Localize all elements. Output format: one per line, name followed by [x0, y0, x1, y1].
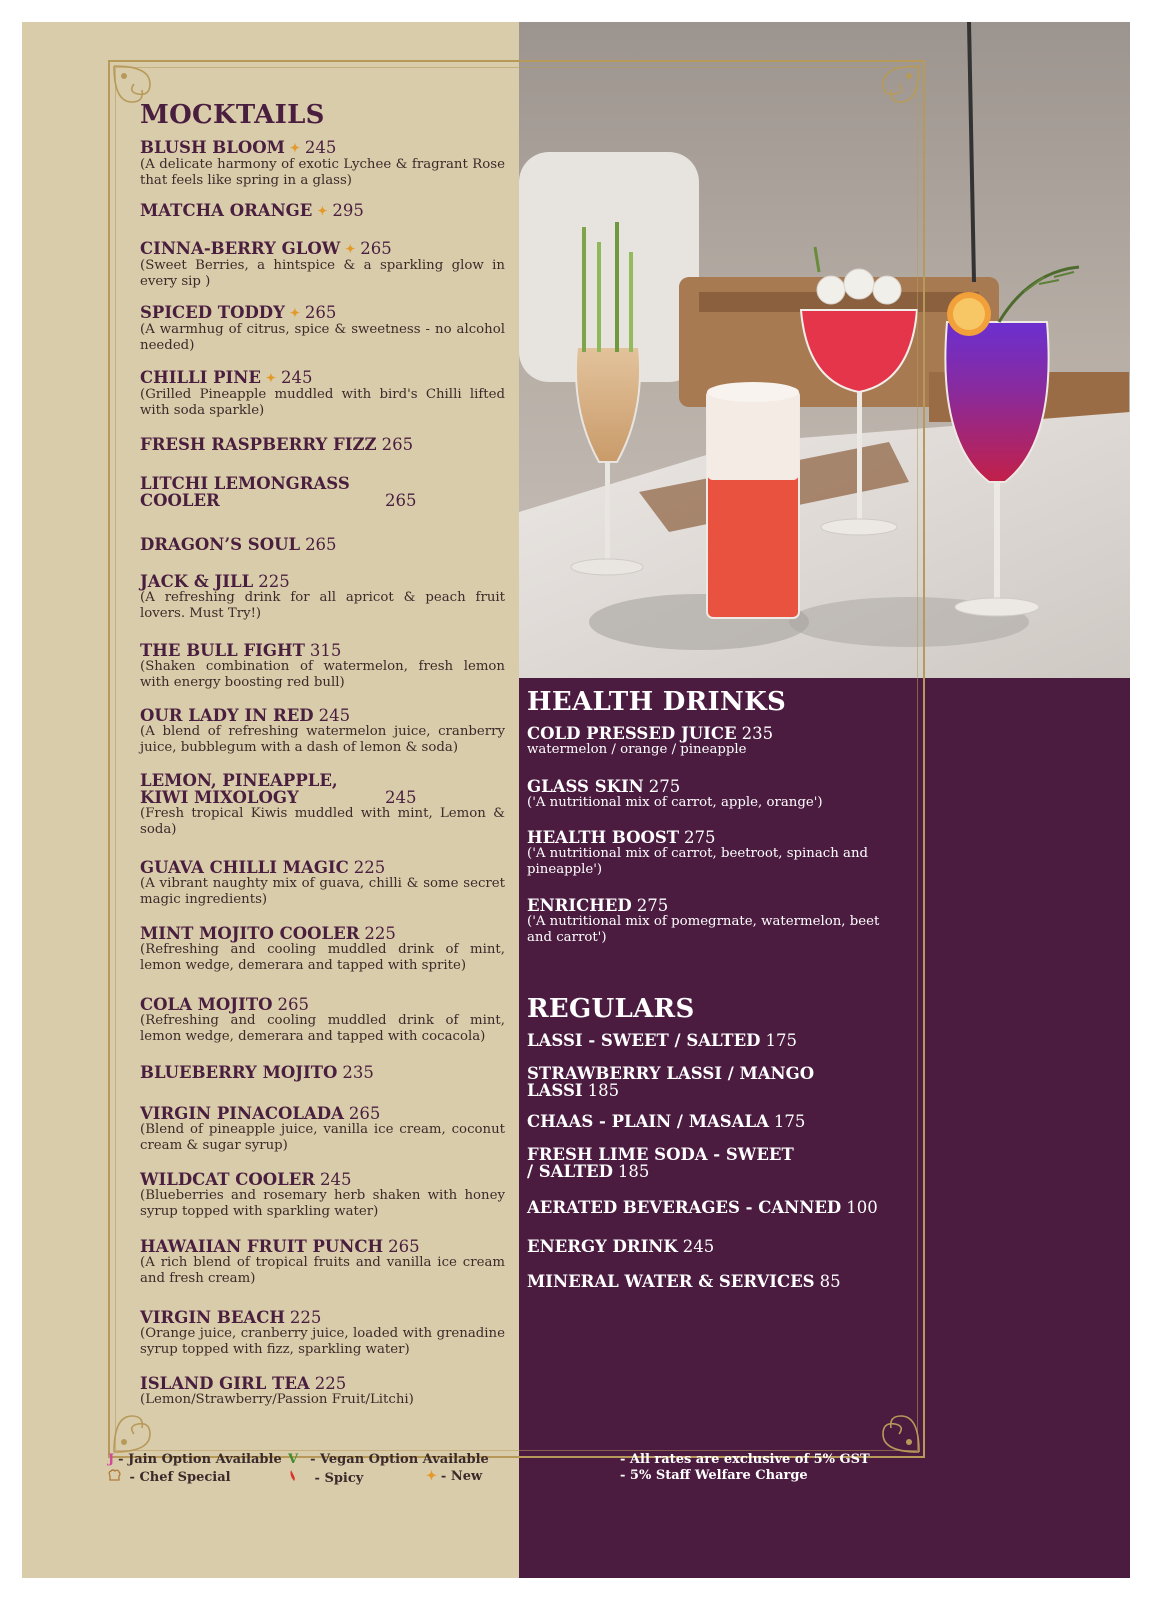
new-star-icon: ✦	[289, 141, 300, 155]
health-drink-description: watermelon / orange / pineapple	[527, 742, 747, 757]
mocktail-item	[140, 436, 505, 453]
legend-chef	[108, 1469, 231, 1485]
regular-price: 100	[846, 1198, 878, 1217]
regular-price: 175	[765, 1031, 797, 1050]
mocktail-item	[140, 240, 505, 289]
mocktail-price: 245	[280, 368, 313, 387]
mocktail-name	[140, 1171, 505, 1188]
regular-price: 245	[682, 1237, 715, 1256]
mocktail-name-text: VIRGIN PINACOLADA	[140, 1104, 344, 1123]
mocktail-name	[140, 436, 505, 453]
health-drink-item	[527, 778, 887, 811]
regular-name-text: ENERGY DRINK	[527, 1237, 678, 1256]
regular-price: 175	[773, 1112, 806, 1131]
regular-price: 185	[587, 1081, 620, 1100]
regular-price: 185	[617, 1162, 650, 1181]
regular-item	[527, 1146, 887, 1180]
regular-item	[527, 1032, 887, 1049]
ornament-top-right-icon	[853, 62, 923, 132]
chef-hat-icon	[108, 1470, 126, 1485]
new-star-icon: ✦	[265, 371, 276, 385]
rate-notes	[620, 1452, 870, 1484]
mocktail-description: (Shaken combination of watermelon, fresh lemon with energy boosting red bull)	[140, 659, 505, 690]
health-drink-description: ('A nutritional mix of carrot, apple, orange')	[527, 795, 823, 810]
mocktail-name-text: MINT MOJITO COOLER	[140, 924, 360, 943]
health-drink-name	[527, 897, 887, 914]
health-drink-price: 275	[636, 896, 669, 915]
new-star-icon: ✦	[345, 242, 356, 256]
mocktail-item	[140, 925, 505, 973]
regular-name	[527, 1199, 887, 1216]
health-drink-item	[527, 829, 887, 877]
mocktail-price: 265	[385, 491, 417, 510]
regular-name	[527, 1065, 817, 1099]
mocktail-price: 295	[332, 201, 364, 220]
mocktail-name-text: VIRGIN BEACH	[140, 1308, 285, 1327]
health-drink-price: 235	[741, 724, 774, 743]
mocktail-price: 315	[309, 641, 342, 660]
mocktail-item	[140, 1375, 505, 1408]
mocktail-name-text: MATCHA ORANGE	[140, 201, 313, 220]
mocktail-item	[140, 573, 505, 621]
mocktail-name-text: CHILLI PINE	[140, 368, 261, 387]
mocktail-price: 225	[314, 1374, 347, 1393]
mocktail-name	[140, 859, 505, 876]
mocktail-name	[140, 1309, 505, 1326]
health-drink-name	[527, 829, 887, 846]
mocktail-description: (A vibrant naughty mix of guava, chilli & some secret magic ingredients)	[140, 876, 505, 907]
regular-name-text: STRAWBERRY LASSI / MANGO LASSI	[527, 1064, 815, 1100]
health-drink-name-text: GLASS SKIN	[527, 777, 644, 796]
regular-name-text: MINERAL WATER & SERVICES	[527, 1272, 815, 1291]
mocktail-name	[140, 1238, 505, 1255]
legend-spicy	[288, 1469, 363, 1486]
mocktail-name	[140, 1375, 505, 1392]
mocktail-name-text: BLUSH BLOOM	[140, 138, 285, 157]
health-drink-description: ('A nutritional mix of pomegrnate, watermelon, beet and carrot')	[527, 914, 880, 945]
health-drink-name-text: HEALTH BOOST	[527, 828, 680, 847]
mocktail-description: (Refreshing and cooling muddled drink of mint, lemon wedge, demerara and tapped with cocacola)	[140, 1013, 505, 1044]
mocktail-price: 245	[385, 788, 417, 807]
mocktail-name-text: JACK & JILL	[140, 572, 254, 591]
note-gst: - All rates are exclusive of 5% GST	[620, 1452, 870, 1467]
mocktail-name-text: COLA MOJITO	[140, 995, 273, 1014]
mocktail-item	[140, 707, 505, 755]
mocktail-name-text: BLUEBERRY MOJITO	[140, 1063, 338, 1082]
new-star-icon: ✦	[317, 204, 328, 218]
regular-name	[527, 1238, 887, 1255]
regular-name	[527, 1146, 802, 1180]
mocktail-description: (Sweet Berries, a hintspice & a sparkling glow in every sip )	[140, 258, 505, 289]
mocktail-name-text: ISLAND GIRL TEA	[140, 1374, 310, 1393]
mocktail-name-text: HAWAIIAN FRUIT PUNCH	[140, 1237, 384, 1256]
mocktail-item	[140, 859, 505, 907]
mocktail-description: (Blueberries and rosemary herb shaken with honey syrup topped with sparkling water)	[140, 1188, 505, 1219]
jain-icon: J	[108, 1452, 115, 1467]
regular-name	[527, 1032, 887, 1049]
mocktail-name	[140, 536, 505, 553]
regular-item	[527, 1065, 887, 1099]
mocktail-description: (A blend of refreshing watermelon juice, cranberry juice, bubblegum with a dash of lemon & soda)	[140, 724, 505, 755]
regular-item	[527, 1199, 887, 1216]
regular-name-text: AERATED BEVERAGES - CANNED	[527, 1198, 842, 1217]
mocktail-description: (A rich blend of tropical fruits and vanilla ice cream and fresh cream)	[140, 1255, 505, 1286]
mocktail-item	[140, 1309, 505, 1357]
legend-jain	[108, 1452, 282, 1467]
mocktail-name	[140, 707, 505, 724]
legend-spicy-label: - Spicy	[314, 1471, 364, 1486]
menu-page	[22, 22, 1130, 1578]
mocktail-name	[140, 240, 505, 258]
mocktail-name	[140, 139, 505, 157]
mocktail-item	[140, 1238, 505, 1286]
mocktail-name	[140, 573, 505, 590]
vegan-icon: V	[288, 1452, 299, 1467]
legend-vegan-label: - Vegan Option Available	[310, 1452, 489, 1467]
mocktail-name-text: SPICED TODDY	[140, 303, 285, 322]
mocktail-item	[140, 772, 505, 837]
mocktail-name	[140, 925, 505, 942]
health-drink-price: 275	[648, 777, 681, 796]
mocktail-price: 225	[353, 858, 386, 877]
mocktail-name-text: THE BULL FIGHT	[140, 641, 305, 660]
note-staff-welfare: - 5% Staff Welfare Charge	[620, 1468, 808, 1483]
mocktail-description: (A warmhug of citrus, spice & sweetness - no alcohol needed)	[140, 322, 505, 353]
regular-name-text: FRESH LIME SODA - SWEET / SALTED	[527, 1145, 794, 1181]
mocktail-price: 265	[277, 995, 309, 1014]
regulars-heading: REGULARS	[527, 994, 695, 1024]
mocktail-name	[140, 369, 505, 387]
health-drink-item	[527, 897, 887, 945]
mocktail-price: 225	[258, 572, 290, 591]
mocktail-name	[140, 475, 505, 509]
mocktail-price: 225	[364, 924, 396, 943]
mocktail-name-text: OUR LADY IN RED	[140, 706, 314, 725]
health-drink-name-text: ENRICHED	[527, 896, 632, 915]
mocktail-name	[140, 1064, 505, 1081]
mocktail-item	[140, 202, 505, 220]
regular-name	[527, 1273, 887, 1290]
mocktail-name	[140, 996, 505, 1013]
mocktail-item	[140, 1105, 505, 1153]
mocktail-price: 265	[304, 303, 337, 322]
mocktail-price: 265	[348, 1104, 381, 1123]
mocktail-item	[140, 304, 505, 353]
mocktail-name-text: CINNA-BERRY GLOW	[140, 239, 341, 258]
mocktail-name	[140, 642, 505, 659]
mocktail-item	[140, 1171, 505, 1219]
mocktail-description: (A refreshing drink for all apricot & peach fruit lovers. Must Try!)	[140, 590, 505, 621]
ornament-bottom-right-icon	[853, 1386, 923, 1456]
mocktail-item	[140, 139, 505, 188]
regular-item	[527, 1113, 887, 1130]
mocktail-name-text: WILDCAT COOLER	[140, 1170, 315, 1189]
mocktail-name	[140, 1105, 505, 1122]
regular-name-text: CHAAS - PLAIN / MASALA	[527, 1112, 769, 1131]
legend-vegan	[288, 1452, 489, 1467]
mocktail-price: 245	[304, 138, 337, 157]
mocktail-description: (Blend of pineapple juice, vanilla ice cream, coconut cream & sugar syrup)	[140, 1122, 505, 1153]
legend-chef-label: - Chef Special	[129, 1470, 231, 1485]
regular-name	[527, 1113, 887, 1130]
regular-item	[527, 1238, 887, 1255]
mocktail-price: 265	[388, 1237, 420, 1256]
mocktail-item	[140, 1064, 505, 1081]
mocktail-price: 235	[342, 1063, 374, 1082]
mocktail-name-text: LITCHI LEMONGRASS COOLER	[140, 474, 350, 510]
new-star-icon: ✦	[426, 1469, 437, 1484]
mocktail-item	[140, 369, 505, 418]
mocktail-item	[140, 475, 505, 509]
health-drink-name	[527, 725, 887, 742]
legend	[108, 1452, 528, 1492]
mocktail-name	[140, 304, 505, 322]
mocktail-description: (A delicate harmony of exotic Lychee & fragrant Rose that feels like spring in a glass)	[140, 157, 505, 188]
regular-name-text: LASSI - SWEET / SALTED	[527, 1031, 761, 1050]
health-drink-name-text: COLD PRESSED JUICE	[527, 724, 737, 743]
legend-jain-label: - Jain Option Available	[118, 1452, 282, 1467]
mocktail-item	[140, 642, 505, 690]
mocktail-price: 265	[381, 435, 414, 454]
legend-new	[426, 1469, 482, 1484]
health-drink-price: 275	[684, 828, 716, 847]
mocktail-description: (Lemon/Strawberry/Passion Fruit/Litchi)	[140, 1392, 414, 1407]
mocktail-item	[140, 996, 505, 1044]
new-star-icon: ✦	[289, 306, 300, 320]
mocktail-name-text: DRAGON’S SOUL	[140, 535, 301, 554]
mocktail-description: (Orange juice, cranberry juice, loaded with grenadine syrup topped with fizz, sparkling water)	[140, 1326, 505, 1357]
regular-item	[527, 1273, 887, 1290]
mocktail-description: (Refreshing and cooling muddled drink of mint, lemon wedge, demerara and tapped with sprite)	[140, 942, 505, 973]
mocktail-price: 245	[318, 706, 351, 725]
mocktail-price: 225	[289, 1308, 322, 1327]
mocktail-description: (Grilled Pineapple muddled with bird's Chilli lifted with soda sparkle)	[140, 387, 505, 418]
regular-price: 85	[819, 1272, 841, 1291]
legend-new-label: - New	[440, 1469, 483, 1484]
mocktail-name	[140, 772, 505, 806]
mocktails-heading: MOCKTAILS	[140, 100, 325, 130]
health-drink-item	[527, 725, 887, 758]
mocktail-name-text: FRESH RASPBERRY FIZZ	[140, 435, 377, 454]
mocktail-price: 265	[305, 535, 337, 554]
mocktail-name-text: GUAVA CHILLI MAGIC	[140, 858, 349, 877]
drinks-photo	[519, 22, 1130, 678]
mocktail-name	[140, 202, 505, 220]
health-drinks-heading: HEALTH DRINKS	[527, 687, 787, 717]
mocktail-item	[140, 536, 505, 553]
chilli-icon	[288, 1471, 303, 1486]
mocktail-price: 265	[360, 239, 392, 258]
mocktail-price: 245	[319, 1170, 352, 1189]
health-drink-name	[527, 778, 887, 795]
mocktail-description: (Fresh tropical Kiwis muddled with mint, Lemon & soda)	[140, 806, 505, 837]
mocktail-name-text: LEMON, PINEAPPLE, KIWI MIXOLOGY	[140, 771, 338, 807]
health-drink-description: ('A nutritional mix of carrot, beetroot, spinach and pineapple')	[527, 846, 869, 877]
